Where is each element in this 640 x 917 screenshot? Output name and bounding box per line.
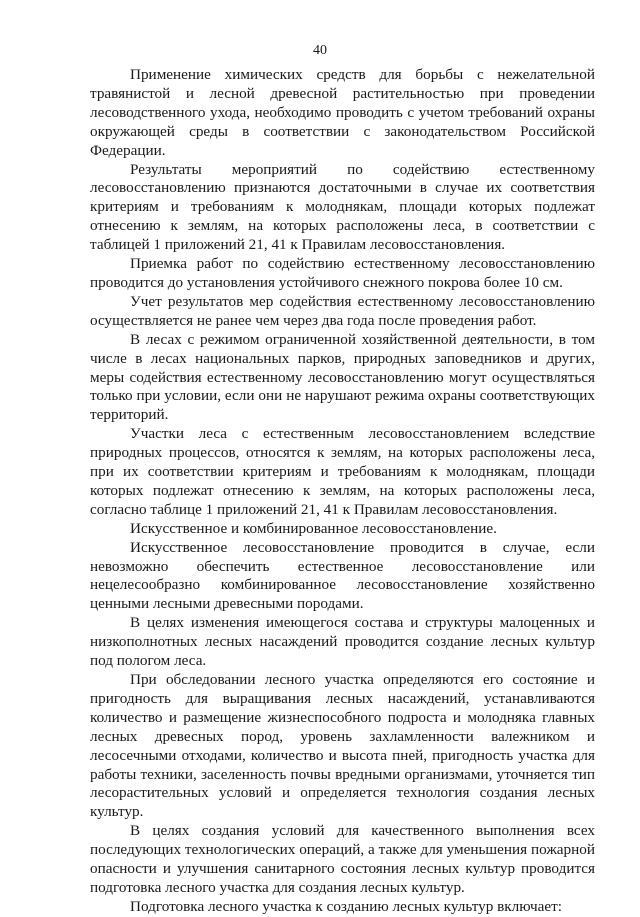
paragraph: Применение химических средств для борьбы с нежелательной травянистой и лесной древесной растительностью при проведении лесоводственного ухода, необходимо проводить с учетом требований охраны окружающей среды в соответствии с законодательством Российской Федерации.	[90, 66, 595, 159]
paragraph: В лесах с режимом ограниченной хозяйственной деятельности, в том числе в лесах национальных парков, природных заповедников и других, меры содействия естественному лесовосстановлению могут осуществляться только при условии, если они не нарушают режима охраны соответствующих территорий.	[90, 330, 595, 424]
paragraph: Участки леса с естественным лесовосстановлением вследствие природных процессов, относятся к землям, на которых расположены леса, при их соответствии критериям и требованиям к молоднякам, площади которых подлежат отнесению к землям, на которых расположены леса, согласно таблице 1 приложений 21, 41 к Правилам лесовосстановления.	[90, 425, 595, 518]
paragraph: В целях изменения имеющегося состава и структуры малоценных и низкополнотных лесных насаждений проводится создание лесных культур под пологом леса.	[90, 614, 595, 670]
page-number: 40	[313, 43, 327, 58]
paragraph: Результаты мероприятий по содействию естественному лесовосстановлению признаются достаточными в случае их соответствия критериям и требованиям к молоднякам, площади которых подлежат отнесению к землям, на которых расположены леса, в соответствии с таблицей 1 приложений 21, 41 к Правилам лесовосстановления.	[90, 160, 595, 254]
paragraph: Искусственное лесовосстановление проводится в случае, если невозможно обеспечить естественное лесовосстановление или нецелесообразно комбинированное лесовосстановление хозяйственно ценными лесными древесными породами.	[90, 538, 595, 613]
paragraph: В целях создания условий для качественного выполнения всех последующих технологических операций, а также для уменьшения пожарной опасности и улучшения санитарного состояния лесных культур проводится подготовка лесного участка для создания лесных культур.	[90, 822, 595, 896]
body-text	[90, 66, 595, 917]
paragraph: При обследовании лесного участка определяются его состояние и пригодность для выращивания лесных насаждений, устанавливаются количество и размещение жизнеспособного подроста и молодняка главных лесных древесных пород, уровень захламленности валежником и лесосечными отходами, количество и высота пней, пригодность участка для работы техники, заселенность почвы вредными организмами, уточняется тип лесорастительных условий и определяется технология создания лесных культур.	[90, 671, 595, 821]
paragraph: Учет результатов мер содействия естественному лесовосстановлению осуществляется не ранее чем через два года после проведения работ.	[90, 292, 595, 329]
paragraph: Приемка работ по содействию естественному лесовосстановлению проводится до установления устойчивого снежного покрова более 10 см.	[90, 255, 595, 291]
paragraph: Искусственное и комбинированное лесовосстановление.	[130, 519, 497, 537]
paragraph: Подготовка лесного участка к созданию лесных культур включает:	[130, 897, 562, 915]
